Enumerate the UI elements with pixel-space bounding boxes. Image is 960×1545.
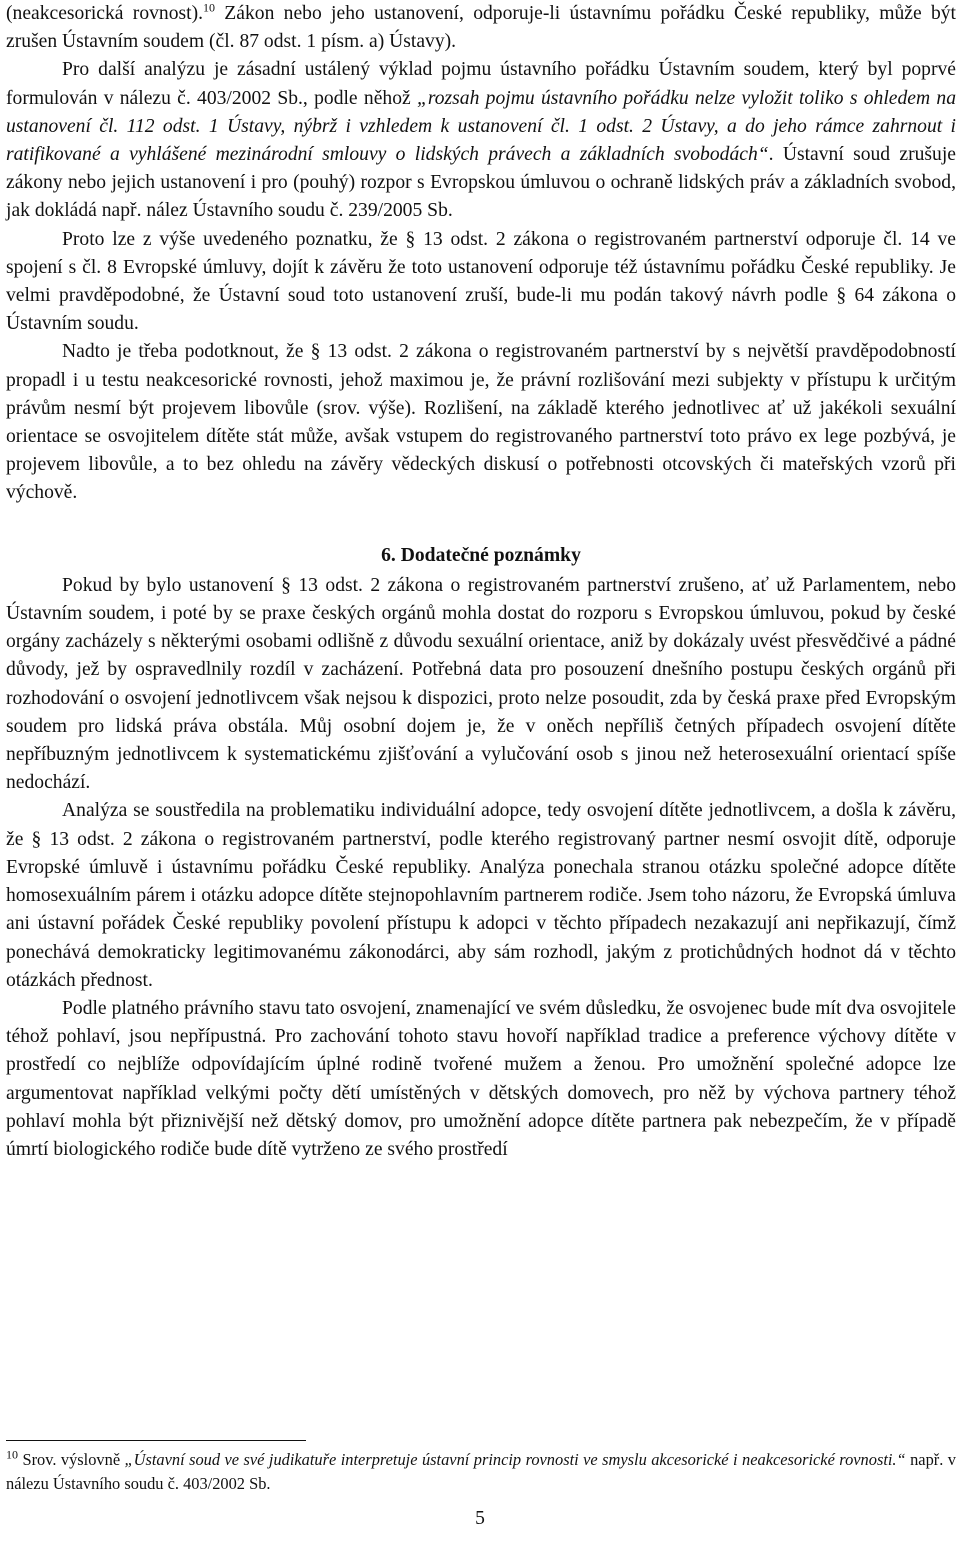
p2-text-end: . Ústavní soud zrušuje zákony nebo jejich ustanovení i pro (pouhý) rozpor s Evropskou úmluvou o ochraně lidských práv a základních svobod, jak dokládá např. nález Ústavního soudu č. 239/2005 Sb. <box>6 144 956 222</box>
page-number: 5 <box>475 1508 485 1529</box>
paragraph-2 <box>6 56 956 225</box>
p1-text-end: Zákon nebo jeho ustanovení, odporuje-li ústavnímu pořádku České republiky, může být zrušen Ústavním soudem (čl. 87 odst. 1 písm. a) Ústavy). <box>6 3 956 53</box>
p1-text-start: (neakcesorická rovnost). <box>6 3 203 24</box>
paragraph-6: Analýza se soustředila na problematiku individuální adopce, tedy osvojení dítěte jednotlivcem, a došla k závěru, že § 13 odst. 2 zákona o registrovaném partnerství, podle kterého registrovaný partner nesmí osvojit dítě, odporuje Evropské úmluvě i ústavnímu pořádku České republiky. Analýza ponechala stranou otázku společné adopce dítěte homosexuálním párem i otázku adopce dítěte stejnopohlavním partnerem rodiče. Jsem toho názoru, že Evropská úmluva ani ústavní pořádek České republiky povolení přístupu k adopci v těchto případech nezakazují ani nepřikazují, čímž ponechává demokraticky legitimovanému zákonodárci, aby sám rozhodl, jakým z protichůdných hodnot dá v těchto otázkách přednost. <box>6 800 956 991</box>
footnote <box>6 1448 956 1496</box>
footnote-reference[interactable]: 10 <box>203 0 215 15</box>
p2-text-start: Pro další analýzu je zásadní ustálený výklad pojmu ústavního pořádku Ústavním soudem, který byl poprvé formulován v nálezu č. 403/2002 Sb., podle něhož <box>6 59 956 109</box>
document-body <box>6 0 956 1164</box>
section-heading: 6. Dodatečné poznámky <box>381 544 581 566</box>
footnote-number: 10 <box>6 1447 18 1462</box>
paragraph-3: Proto lze z výše uvedeného poznatku, že § 13 odst. 2 zákona o registrovaném partnerství odporuje čl. 14 ve spojení s čl. 8 Evropské úmluvy, dojít k závěru že toto ustanovení odporuje též ústavnímu pořádku České republiky. Je velmi pravděpodobné, že Ústavní soud toto ustanovení zruší, bude-li mu podán takový návrh podle § 64 zákona o Ústavním soudu. <box>6 228 956 335</box>
footnote-tail: např. v nálezu Ústavního soudu č. 403/2002 Sb. <box>6 1450 956 1493</box>
p2-quotation: „rozsah pojmu ústavního pořádku nelze vyložit toliko s ohledem na ustanovení čl. 112 odst. 1 Ústavy, nýbrž i vzhledem k ustanovení čl. 1 odst. 2 Ústavy, a do jeho rámce zahrnout i ratifikované a vyhlášené mezinárodní smlouvy o lidských právech a základních svobodách“ <box>6 87 956 166</box>
footnote-lead: Srov. výslovně <box>18 1450 125 1469</box>
paragraph-5: Pokud by bylo ustanovení § 13 odst. 2 zákona o registrovaném partnerství zrušeno, ať už Parlamentem, nebo Ústavním soudem, i poté by se praxe českých orgánů mohla dostat do rozporu s Evropskou úmluvou, pokud by české orgány zacházely s některými osobami odlišně z důvodu sexuální orientace, aniž by dokázaly uvést přesvědčivé a pádné důvody, jež by ospravedlnily rozdíl v zacházení. Potřebná data pro posouzení dnešního postupu českých orgánů při rozhodování o osvojení jednotlivcem však nejsou k dispozici, proto nelze posoudit, zda by česká praxe před Evropským soudem pro lidská práva obstála. Můj osobní dojem je, že v oněch nepříliš četných případech osvojení dítěte nepříbuzným jednotlivcem k systematickému zjišťování a vylučování osob s jinou než heterosexuální orientací spíše nedochází. <box>6 574 956 794</box>
footnote-divider <box>6 1440 306 1441</box>
paragraph-7: Podle platného právního stavu tato osvojení, znamenající ve svém důsledku, že osvojenec bude mít dva osvojitele téhož pohlaví, jsou nepřípustná. Pro zachování tohoto stavu hovoří například tradice a preference výchovy dítěte v prostředí co nejblíže odpovídajícím úplné rodině tvořené mužem a ženou. Pro umožnění společné adopce lze argumentovat například velkými počty dětí umístěných v dětských domovech, pro něž by výchova partnery téhož pohlaví mohla být přiznivější než dětský domov, pro umožnění adopce dítěte partnera pak nebezpečím, že v případě úmrtí biologického rodiče bude dítě vytrženo ze svého prostředí <box>6 997 956 1160</box>
paragraph-1 <box>6 0 956 56</box>
paragraph-4: Nadto je třeba podotknout, že § 13 odst. 2 zákona o registrovaném partnerství by s největší pravděpodobností propadl i u testu neakcesorické rovnosti, jehož maximou je, že právní rozlišování mezi subjekty v přístupu k určitým právům nesmí být projevem libovůle (srov. výše). Rozlišení, na základě kterého jednotlivec ať už jakékoli sexuální orientace se osvojitelem dítěte stát může, avšak vstupem do registrovaného partnerství toto právo ex lege pozbývá, je projevem libovůle, a to bez ohledu na závěry vědeckých diskusí o potřebnosti otcovských či mateřských vzorů při výchově. <box>6 341 956 504</box>
footnote-quotation: „Ústavní soud ve své judikatuře interpretuje ústavní princip rovnosti ve smyslu akcesorické i neakcesorické rovnosti.“ <box>124 1450 906 1469</box>
